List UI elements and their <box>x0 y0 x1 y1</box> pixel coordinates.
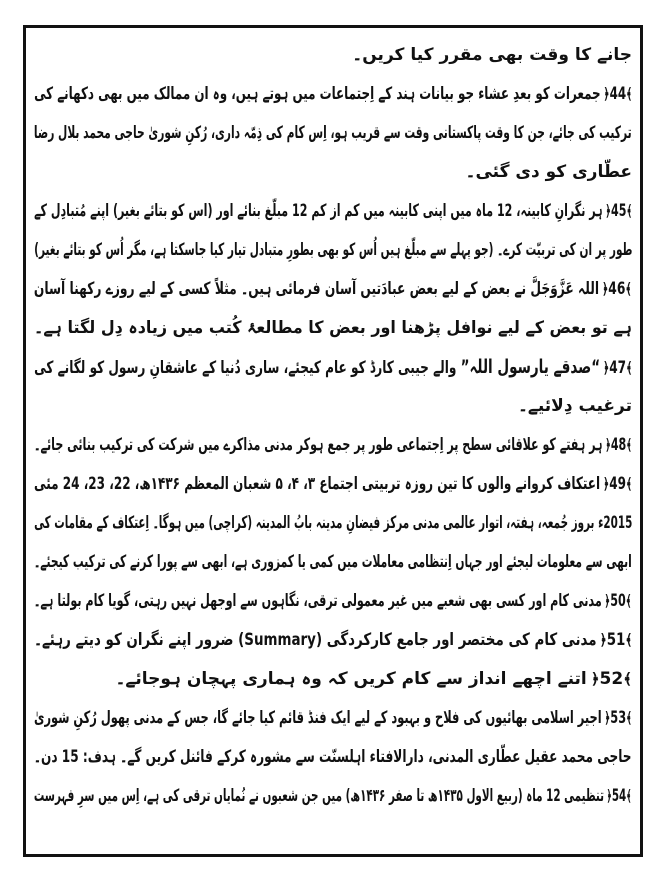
line-text: ترغیب دِلائیے۔ <box>517 396 632 416</box>
ornate-bracket-icon: ﴿ <box>606 787 613 805</box>
line-content <box>34 270 632 309</box>
point-number-value: 47 <box>608 358 626 378</box>
line-text: جانے کا وقت بھی مقرر کیا کریں۔ <box>352 45 632 65</box>
line-text: مدنی کام اور کسی بھی شعبے میں غیر معمولی ترقی، نگاہوں سے اوجھل نہیں رہتی، گویا کام بولتا ہے۔ <box>34 591 603 611</box>
ornate-bracket-icon: ﴾ <box>626 592 632 610</box>
ornate-bracket-icon: ﴿ <box>590 670 600 688</box>
point-number <box>603 358 632 378</box>
numbered-point-line <box>34 192 632 231</box>
line-content <box>34 738 632 777</box>
line-text: اللہ عَزَّوَجَلَّ نے بعض کے لیے بعض عبادَتیں آسان فرمائی ہیں۔ مثلاً کسی کے لیے روزے رکھنا آسان <box>34 279 600 299</box>
line-text: اجیر اسلامی بھائیوں کی فلاح و بہبود کے لیے ایک فنڈ قائم کیا جائے گا، جس کے مدنی پھول رُکنِ شوریٰ <box>34 708 602 728</box>
point-number <box>604 708 632 728</box>
ornate-bracket-icon: ﴾ <box>625 631 632 649</box>
ornate-bracket-icon: ﴾ <box>626 787 632 805</box>
point-number <box>603 474 632 494</box>
point-number-value: 49 <box>609 474 626 494</box>
ornate-bracket-icon: ﴾ <box>626 436 632 454</box>
line-text: حاجی محمد عقیل عطّاری المدنی، دارالافتاء اہلسنّت سے مشورہ کرکے فائنل کریں گے۔ ہدف: 15 دن۔ <box>34 747 632 767</box>
line-text: مدنی کام کی مختصر اور جامع کارکردگی (Summary) ضرور اپنے نگران کو دیتے رہئے۔ <box>34 630 597 650</box>
line-text: عطّاری کو دی گئی۔ <box>465 162 632 182</box>
line-text: ابھی سے معلومات لیجئے اور جہاں اِنتظامی معاملات میں کمی یا کمزوری ہے، ابھی سے پورا کرنے کی ترکیب کیجئے۔ <box>34 552 632 572</box>
point-number-value: 50 <box>610 591 627 611</box>
point-number <box>605 435 632 455</box>
line-text: طور پر ان کی تربیّت کرے۔ (جو پہلے سے مبلّغ ہیں اُس کو بھی بطورِ متبادل تیار کیا جاسکتا ہے، مگر اُس کو بتائے بغیر) <box>34 240 632 260</box>
text-line <box>34 231 632 270</box>
ornate-bracket-icon: ﴿ <box>604 592 611 610</box>
text-line <box>34 153 632 192</box>
numbered-point-line <box>34 582 632 621</box>
document-frame <box>23 25 643 857</box>
point-number <box>603 84 632 104</box>
line-content <box>34 504 632 543</box>
line-text: ہر ہفتے کو علاقائی سطح پر اِجتماعی طور پر جمع ہوکر مدنی مذاکرے میں شرکت کی ترکیب بنائی جائے۔ <box>34 435 603 455</box>
point-number <box>605 591 632 611</box>
ornate-bracket-icon: ﴾ <box>625 475 632 493</box>
text-line <box>34 504 632 543</box>
ornate-bracket-icon: ﴿ <box>605 436 611 454</box>
point-number <box>599 630 632 650</box>
line-text: والے جیبی کارڈ کو عام کیجئے، ساری دُنیا کے عاشقانِ رسول کو لگانے کی <box>34 358 461 378</box>
point-number-value: 48 <box>610 435 627 455</box>
line-content <box>34 426 632 465</box>
point-number <box>602 279 632 299</box>
line-content <box>518 387 632 426</box>
line-content <box>34 309 632 348</box>
line-text: اتنے اچھے انداز سے کام کریں کہ وہ ہماری پہچان ہوجائے۔ <box>115 669 587 689</box>
line-content <box>34 777 632 816</box>
calligraphy-phrase: “صدقے یارسول اللہ” <box>460 356 600 378</box>
ornate-bracket-icon: ﴾ <box>625 359 632 377</box>
line-content <box>34 192 632 231</box>
line-content <box>34 543 632 582</box>
line-content <box>465 153 632 192</box>
numbered-point-line <box>34 426 632 465</box>
ornate-bracket-icon: ﴾ <box>626 202 632 220</box>
line-text: 2015ء بروز جُمعہ، ہفتہ، اتوار عالمی مدنی مرکز فیضانِ مدینہ بابُ المدینہ (کراچی) میں ہوگا۔ اِعتکاف کے مقامات کی <box>34 513 632 533</box>
line-text: جمعرات کو بعدِ عشاء جو بیانات ہند کے اِجتماعات میں ہوتے ہیں، وہ ان ممالک میں بھی دکھانے کی <box>34 84 601 104</box>
numbered-point-line <box>34 348 632 387</box>
point-number-value: 52 <box>599 669 624 689</box>
line-content <box>34 699 632 738</box>
line-content <box>34 348 632 387</box>
numbered-point-line <box>34 660 632 699</box>
text-line <box>34 738 632 777</box>
numbered-point-line <box>34 270 632 309</box>
line-content <box>352 36 632 75</box>
point-number-value: 54 <box>612 786 627 806</box>
numbered-point-line <box>34 777 632 816</box>
ornate-bracket-icon: ﴾ <box>625 280 632 298</box>
line-content <box>34 114 632 153</box>
point-number-value: 44 <box>609 84 626 104</box>
document-body <box>34 36 632 816</box>
point-number-value: 53 <box>610 708 627 728</box>
line-content <box>115 660 632 699</box>
line-text: ہر نگرانِ کابینہ، 12 ماہ میں اپنی کابینہ میں کم از کم 12 مبلّغ بنائے اور (اس کو بتائے بغیر) اپنے مُتبادِل کے <box>34 201 603 221</box>
ornate-bracket-icon: ﴿ <box>602 280 609 298</box>
line-content <box>34 465 632 504</box>
ornate-bracket-icon: ﴿ <box>602 475 610 493</box>
numbered-point-line <box>34 465 632 504</box>
point-number-value: 51 <box>606 630 626 650</box>
ornate-bracket-icon: ﴿ <box>605 202 611 220</box>
text-line <box>34 114 632 153</box>
point-number <box>607 786 632 806</box>
ornate-bracket-icon: ﴾ <box>626 709 632 727</box>
line-text: ہے تو بعض کے لیے نوافل پڑھنا اور بعض کا مطالعۂ کُتب میں زیادہ دِل لگتا ہے۔ <box>34 318 632 338</box>
text-line <box>34 309 632 348</box>
ornate-bracket-icon: ﴿ <box>599 631 607 649</box>
numbered-point-line <box>34 75 632 114</box>
ornate-bracket-icon: ﴿ <box>602 359 609 377</box>
ornate-bracket-icon: ﴾ <box>623 670 632 688</box>
text-line <box>34 543 632 582</box>
point-number <box>605 201 632 221</box>
line-text: ترکیب کی جائے، جن کا وقت پاکستانی وقت سے قریب ہو، اِس کام کی ذِمّہ داری، رُکنِ شوریٰ حاجی محمد بلال رضا <box>34 123 632 143</box>
numbered-point-line <box>34 699 632 738</box>
line-text: اعتکاف کروانے والوں کا تین روزہ تربیتی اجتماع ۳، ۴، ۵ شعبان المعظم ۱۴۳۶ھ، 22، 23، 24 مئی <box>34 474 600 494</box>
line-content <box>34 621 632 660</box>
text-line <box>34 36 632 75</box>
point-number-value: 45 <box>610 201 627 221</box>
line-content <box>34 75 632 114</box>
point-number <box>591 669 632 689</box>
line-content <box>34 582 632 621</box>
text-line <box>34 387 632 426</box>
ornate-bracket-icon: ﴿ <box>603 85 610 103</box>
line-content <box>34 231 632 270</box>
ornate-bracket-icon: ﴿ <box>604 709 611 727</box>
line-text: تنظیمی 12 ماہ (ربیع الاول ۱۴۳۵ھ تا صفر ۱۴۳۶ھ) میں جن شعبوں نے نُمایاں ترقی کی ہے، اِس میں سرِ فہرست <box>34 786 605 806</box>
point-number-value: 46 <box>608 279 626 299</box>
numbered-point-line <box>34 621 632 660</box>
ornate-bracket-icon: ﴾ <box>625 85 632 103</box>
